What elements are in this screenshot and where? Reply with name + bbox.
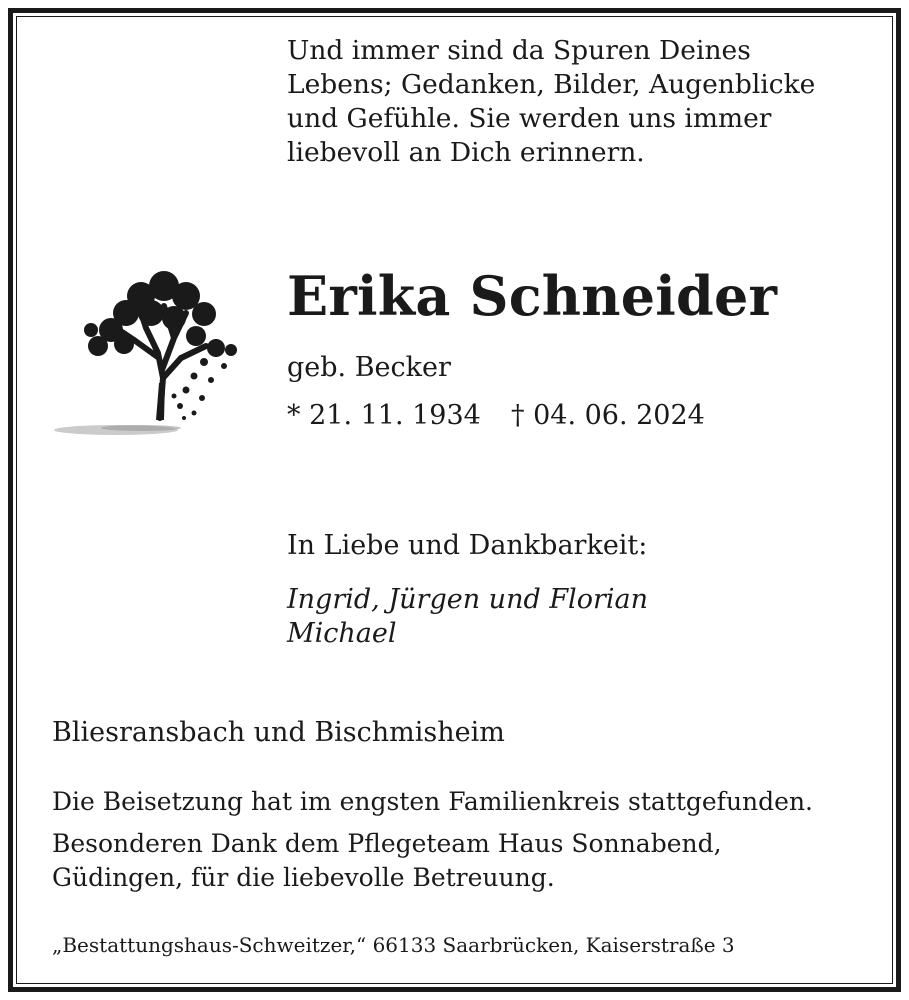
verse-line: Lebens; Gedanken, Bilder, Augenblicke	[287, 69, 816, 100]
memorial-verse	[287, 34, 877, 170]
death-date: † 04. 06. 2024	[511, 400, 705, 431]
thanks-line: Güdingen, für die liebevolle Betreuung.	[52, 863, 555, 892]
verse-line: und Gefühle. Sie werden uns immer	[287, 103, 772, 134]
tree-icon	[46, 258, 246, 443]
thanks-line: Besonderen Dank dem Pflegeteam Haus Sonnabend,	[52, 829, 722, 858]
mourners-heading: In Liebe und Dankbarkeit:	[287, 530, 648, 561]
burial-notice	[52, 785, 882, 895]
birth-name: geb. Becker	[287, 352, 451, 383]
mourners-names	[287, 583, 648, 651]
undertaker-address: „Bestattungshaus-Schweitzer,“ 66133 Saarbrücken, Kaiserstraße 3	[52, 933, 735, 957]
deceased-name: Erika Schneider	[287, 264, 778, 328]
verse-line: liebevoll an Dich erinnern.	[287, 137, 645, 168]
verse-line: Und immer sind da Spuren Deines	[287, 35, 751, 66]
burial-line: Die Beisetzung hat im engsten Familienkreis stattgefunden.	[52, 787, 813, 816]
places: Bliesransbach und Bischmisheim	[52, 717, 505, 748]
birth-date: * 21. 11. 1934	[287, 400, 481, 431]
mourner-line: Ingrid, Jürgen und Florian	[287, 584, 648, 615]
mourner-line: Michael	[287, 618, 397, 649]
